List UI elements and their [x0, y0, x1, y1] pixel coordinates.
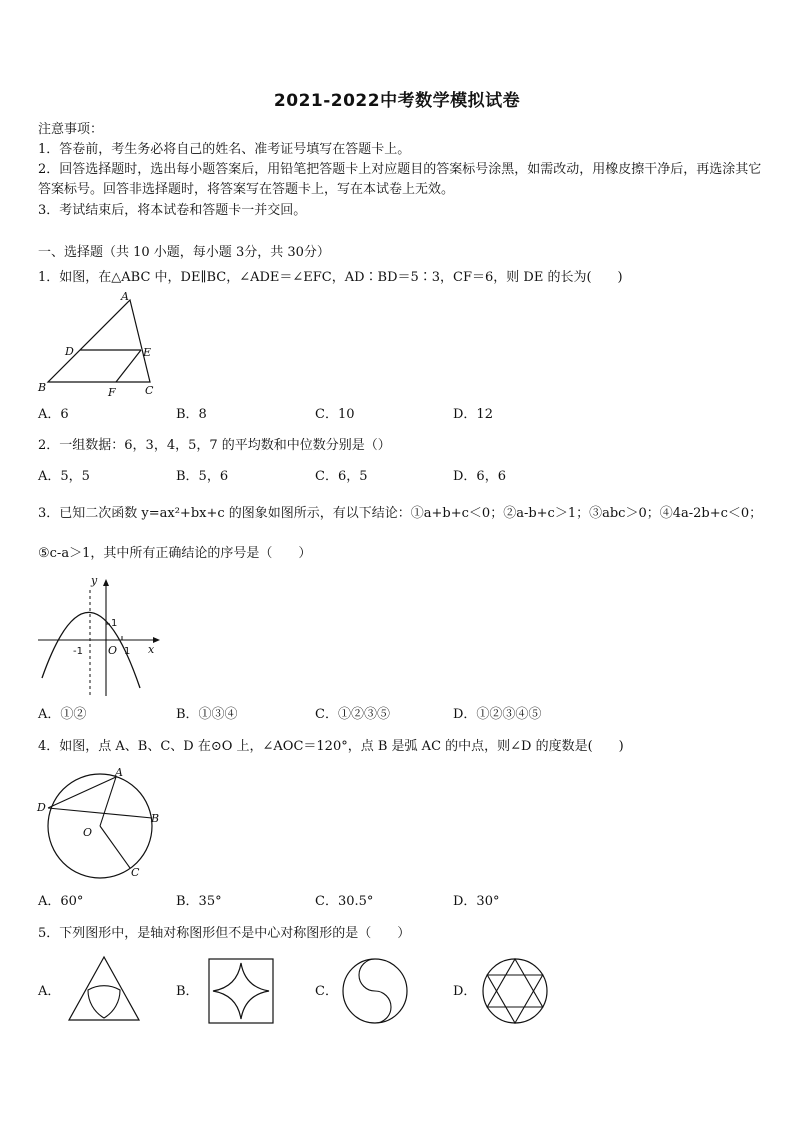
- question-5-text: 5．下列图形中，是轴对称图形但不是中心对称图形的是（ ）: [38, 926, 411, 941]
- label-c: C: [145, 384, 154, 397]
- label-o: O: [83, 826, 93, 839]
- q3-option-d[interactable]: D．①②③④⑤: [453, 707, 542, 722]
- circle-figure: [34, 762, 166, 886]
- q1-option-a[interactable]: A．6: [38, 407, 69, 422]
- outer-triangle: [69, 957, 139, 1020]
- label-c: C: [131, 866, 140, 879]
- label-d: D: [65, 345, 74, 358]
- q4-option-d[interactable]: D．30°: [453, 894, 500, 909]
- q3-option-b[interactable]: B．①③④: [176, 707, 238, 722]
- q4-option-a[interactable]: A．60°: [38, 894, 84, 909]
- label-b: B: [151, 812, 160, 825]
- notice-item-2: 2．回答选择题时，选出每小题答案后，用铅笔把答题卡上对应题目的答案标号涂黑，如需改动，用橡皮擦干净后，再选涂其它答案标号。回答非选择题时，将答案写在答题卡上，写在本试卷上无效。: [38, 162, 762, 197]
- label-b: B: [38, 381, 47, 394]
- s-curve: [359, 959, 391, 1023]
- label-x-one: 1: [124, 646, 131, 657]
- outer-square: [209, 959, 273, 1023]
- q4-option-b[interactable]: B．35°: [176, 894, 222, 909]
- label-y-one: 1: [111, 618, 118, 629]
- label-y: y: [91, 574, 98, 587]
- question-1-text: 1．如图，在△ABC 中，DE∥BC，∠ADE＝∠EFC，AD∶BD＝5∶3，CF＝6，则 DE 的长为( ): [38, 270, 623, 285]
- q5-figure-a-reuleaux-triangle: [66, 954, 142, 1024]
- chord-da: [48, 777, 116, 808]
- question-3-text-line-2: ⑤c-a＞1，其中所有正确结论的序号是（ ）: [38, 546, 312, 561]
- question-2-text: 2．一组数据：6，3，4，5，7 的平均数和中位数分别是（）: [38, 438, 391, 453]
- q2-option-c[interactable]: C．6，5: [315, 469, 368, 484]
- q5-option-d[interactable]: D．: [453, 984, 477, 999]
- q5-option-b[interactable]: B．: [176, 984, 199, 999]
- label-neg-one: -1: [73, 646, 83, 657]
- q2-option-a[interactable]: A．5，5: [38, 469, 90, 484]
- q5-option-a[interactable]: A．: [38, 984, 61, 999]
- q3-option-c[interactable]: C．①②③⑤: [315, 707, 390, 722]
- label-a: A: [115, 766, 123, 779]
- label-origin: O: [108, 644, 118, 657]
- outer-circle: [483, 959, 547, 1023]
- q5-figure-c-taiji: [340, 956, 410, 1026]
- y-axis-arrow: [103, 579, 109, 586]
- label-f: F: [108, 386, 116, 399]
- notice-heading: 注意事项：: [38, 122, 104, 137]
- q1-option-d[interactable]: D．12: [453, 407, 493, 422]
- label-x: x: [148, 643, 155, 656]
- four-point-star: [213, 963, 269, 1019]
- radius-oc: [100, 826, 130, 868]
- parabola-figure: [36, 572, 164, 700]
- q4-option-c[interactable]: C．30.5°: [315, 894, 374, 909]
- segment-ef: [116, 350, 141, 382]
- q5-figure-b-star-in-square: [207, 957, 275, 1025]
- label-e: E: [143, 346, 152, 359]
- question-4-text: 4．如图，点 A、B、C、D 在⊙O 上，∠AOC＝120°，点 B 是弧 AC 的中点，则∠D 的度数是( ): [38, 739, 624, 754]
- q1-option-c[interactable]: C．10: [315, 407, 355, 422]
- q5-figure-d-hexagram: [480, 956, 550, 1026]
- q1-option-b[interactable]: B．8: [176, 407, 207, 422]
- chord-db: [48, 808, 152, 818]
- radius-oa: [100, 777, 116, 826]
- triangle-abc: [48, 300, 150, 382]
- q2-option-b[interactable]: B．5，6: [176, 469, 229, 484]
- q2-option-d[interactable]: D．6，6: [453, 469, 506, 484]
- page-title: 2021-2022中考数学模拟试卷: [273, 91, 521, 111]
- q5-option-c[interactable]: C．: [315, 984, 338, 999]
- question-3-text-line-1: 3．已知二次函数 y=ax²+bx+c 的图象如图所示，有以下结论：①a+b+c＜0；②a-b+c＞1；③abc＞0；④4a-2b+c＜0；: [38, 506, 763, 521]
- label-d: D: [37, 801, 46, 814]
- q3-option-a[interactable]: A．①②: [38, 707, 87, 722]
- notice-item-3: 3．考试结束后，将本试卷和答题卡一并交回。: [38, 203, 307, 218]
- triangle-figure: [34, 290, 166, 400]
- section-heading: 一、选择题（共 10 小题，每小题 3分，共 30分）: [38, 245, 330, 260]
- notice-item-1: 1．答卷前，考生务必将自己的姓名、准考证号填写在答题卡上。: [38, 142, 411, 157]
- inner-curved-triangle: [88, 986, 120, 1018]
- label-a: A: [121, 290, 129, 303]
